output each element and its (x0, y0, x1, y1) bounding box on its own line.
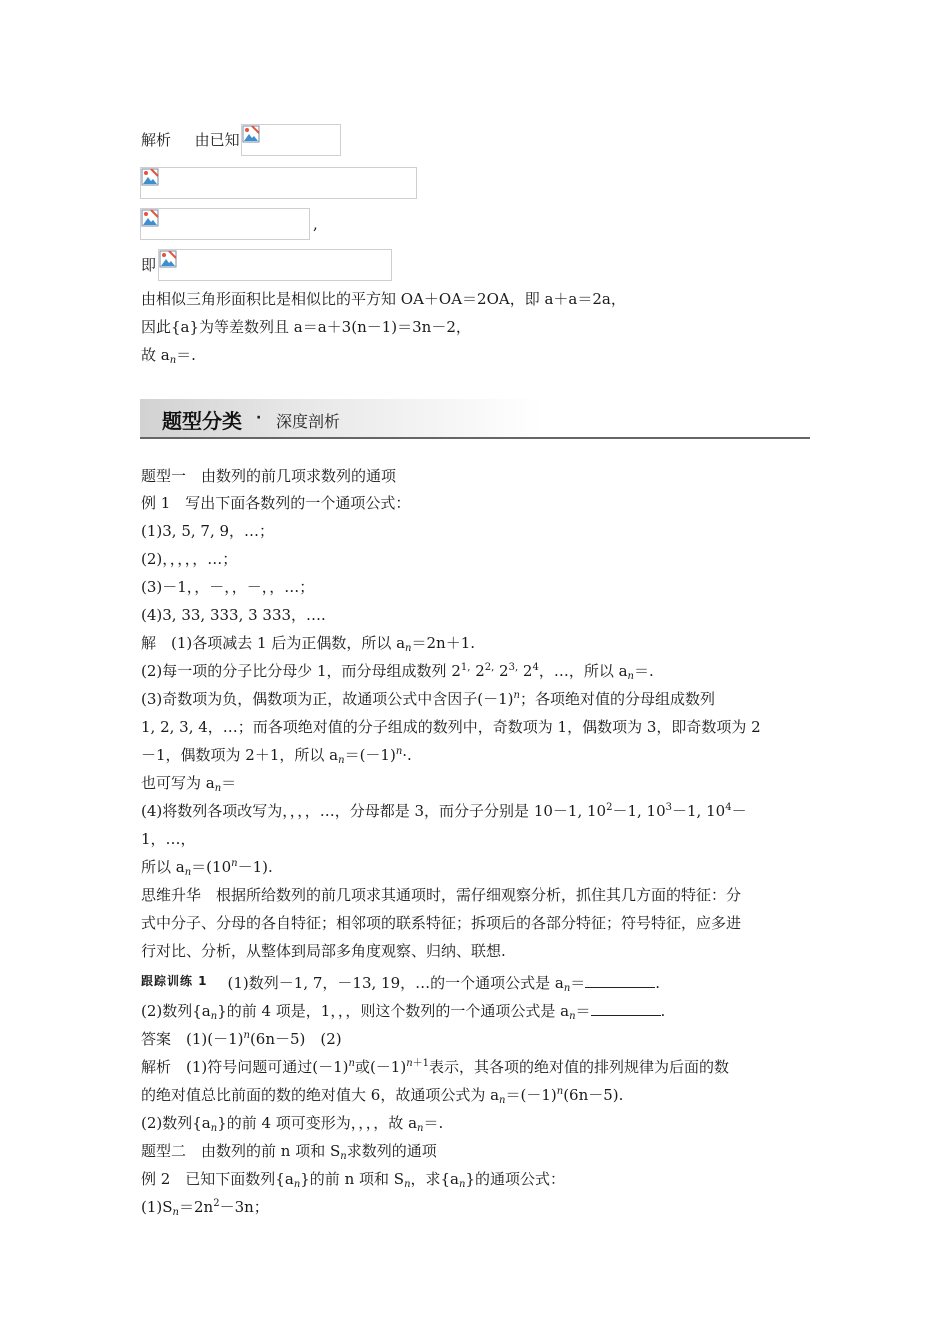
solution-3-line-4: 也可写为 $a_n=$ (141, 774, 237, 794)
type-one-heading: 题型一 由数列的前几项求数列的通项 (141, 467, 397, 485)
thinking-line-3: 行对比、分析，从整体到局部多角度观察、归纳、联想. (141, 942, 506, 960)
analysis-intro-text: 由已知 (194, 131, 240, 149)
solution-3-line-2: 1, 2, 3, 4，…；而各项绝对值的分子组成的数列中，奇数项为 1，偶数项为 3，即奇数项为 2 (141, 718, 761, 736)
ji-prefix: 即 (141, 256, 157, 274)
broken-image-1 (241, 124, 341, 156)
section-title: 题型分类 (162, 409, 242, 433)
answer-line: 答案 $(1)(-1)^n(6n-5)$ (2) (141, 1030, 342, 1048)
broken-image-icon (141, 209, 159, 227)
question-4: (4)3, 33, 333, 3 333，…. (141, 606, 326, 624)
broken-image-2 (140, 167, 417, 199)
question-3: (3)－1，，－，，－，，…； (141, 578, 315, 596)
analysis-line-1: 解析 (1)符号问题可通过$(-1)^n$或$(-1)^{n+1}$表示，其各项的绝对值的排列规律为后面的数 (141, 1058, 730, 1076)
solution-3-line-1: (3)奇数项为负，偶数项为正，故通项公式中含因子$(-1)^n$；各项绝对值的分母组成数列 (141, 690, 715, 708)
broken-image-3 (140, 208, 310, 240)
answer-blank-2 (591, 1001, 661, 1016)
solution-3-line-3: －1，偶数项为 2＋1，所以 $a_n=(-1)^n\cdot$. (141, 746, 412, 766)
example-2-question-1: $(1)S_n=2n^2-3n$； (141, 1198, 269, 1218)
conclusion-line-3: 故 $a_n=$. (141, 346, 196, 366)
conclusion-line-2: 因此{a}为等差数列且 a＝a＋3(n－1)＝3n－2， (141, 318, 471, 336)
type-two-heading: 题型二 由数列的前 n 项和 $S_n$求数列的通项 (141, 1142, 437, 1162)
example-2: 例 2 已知下面数列$\{a_n\}$的前 n 项和 $S_n$，求$\{a_n\}$的通项公式： (141, 1170, 566, 1190)
answer-blank-1 (585, 973, 655, 988)
section-header (140, 399, 810, 439)
comma-mark: , (313, 215, 318, 233)
analysis-line-3: (2)数列$\{a_n\}$的前 4 项可变形为，，，，故 $a_n=$. (141, 1114, 444, 1134)
question-2: (2)，，，，，…； (141, 550, 238, 568)
training-q1: $^{跟踪训练 1}$ (1)数列－1, 7，－13, 19，…的一个通项公式是 $a_n=$ . (141, 974, 661, 994)
analysis-line-2: 的绝对值总比前面的数的绝对值大 6，故通项公式为 $a_n=(-1)^n(6n-5)$. (141, 1086, 624, 1106)
broken-image-4 (158, 249, 392, 281)
broken-image-icon (159, 250, 177, 268)
analysis-label: 解析 (141, 131, 172, 149)
thinking-line-1: 思维升华 根据所给数列的前几项求其通项时，需仔细观察分析，抓住其几方面的特征：分 (141, 886, 742, 904)
section-separator: · (256, 410, 262, 426)
broken-image-icon (242, 125, 260, 143)
solution-1: 解 (1)各项减去 1 后为正偶数，所以 $a_n=2n+1$. (141, 634, 476, 654)
section-subtitle: 深度剖析 (276, 412, 341, 431)
training-q2: (2)数列$\{a_n\}$的前 4 项是，1，，，则这个数列的一个通项公式是 $a_n=$ . (141, 1002, 666, 1022)
question-1: (1)3, 5, 7, 9，…； (141, 522, 275, 540)
broken-image-icon (141, 168, 159, 186)
solution-2: (2)每一项的分子比分母少 1，而分母组成数列 $2^{1,}$ $2^{2,}$ $2^{3,}$ $2^4$，…，所以 $a_n=$. (141, 662, 654, 682)
solution-4-line-1: (4)将数列各项改写为，，，，…，分母都是 3，而分子分别是 10－1, $10^2-1$, $10^3-1$, $10^4-$ (141, 802, 747, 820)
conclusion-line-1: 由相似三角形面积比是相似比的平方知 OA＋OA＝2OA，即 a＋a＝2a， (141, 290, 626, 308)
thinking-line-2: 式中分子、分母的各自特征；相邻项的联系特征；拆项后的各部分特征；符号特征，应多进 (141, 914, 742, 932)
example-1: 例 1 写出下面各数列的一个通项公式： (141, 494, 411, 512)
solution-4-line-3: 所以 $a_n=(10^n-1)$. (141, 858, 273, 878)
solution-4-line-2: 1，…， (141, 830, 196, 848)
training-badge: 跟踪训练 1 (141, 974, 208, 988)
